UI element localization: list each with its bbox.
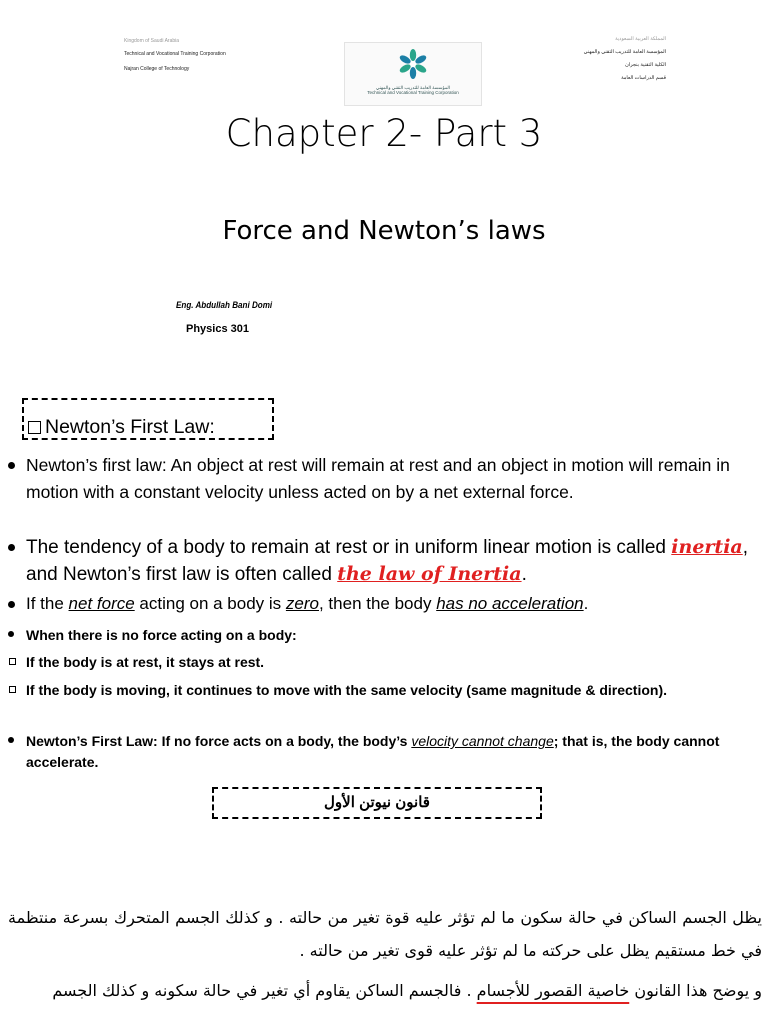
bullet-item: [26, 731, 756, 773]
bullet-text: , and Newton’s first law is often called: [26, 537, 748, 585]
organization-logo: [344, 42, 482, 106]
bullet-item: [26, 592, 756, 616]
header-right-line: الكلية التقنية بنجران: [625, 62, 666, 68]
bullet-item: [26, 452, 756, 506]
header-left-line: Kingdom of Saudi Arabia: [124, 38, 180, 44]
bullet-item: [26, 625, 756, 645]
header-right-line: المملكة العربية السعودية: [615, 36, 666, 42]
header-right: [506, 36, 666, 81]
bullet-text: acting on a body is: [134, 594, 286, 613]
course-name: Physics 301: [186, 323, 249, 335]
logo-text-arabic: المؤسسة العامة للتدريب التقني والمهني: [375, 85, 451, 90]
bullet-dot-icon: [8, 544, 15, 551]
header-left: [124, 38, 226, 72]
arabic-paragraph: [8, 974, 762, 1007]
logo-text-english: Technical and Vocational Training Corporation: [367, 90, 459, 96]
square-bullet-icon: [9, 686, 16, 693]
term-zero: zero: [285, 594, 319, 613]
header-right-line: قسم الدراسات العامة: [621, 75, 666, 81]
bullet-text: ; that is, the body cannot accelerate.: [26, 733, 720, 770]
author-name: Eng. Abdullah Bani Domi: [176, 300, 273, 311]
term-inertia: inertia: [671, 536, 743, 558]
bullet-text: If the: [26, 594, 69, 613]
bullet-text: If no force acts on a body, the body’s: [157, 733, 412, 749]
bullet-text: When there is no force acting on a body:: [26, 627, 297, 643]
arabic-heading: قانون نيوتن الأول: [212, 787, 542, 819]
bullet-text: Newton’s first law: An object at rest will remain at rest and an object in motion will remain in motion with a constant velocity unless acted on by a net external force.: [26, 455, 730, 502]
page-title: Chapter 2- Part 3: [225, 112, 543, 155]
header-left-line: Najran College of Technology: [124, 66, 190, 72]
section-heading: [28, 416, 215, 439]
sub-bullet-item: [26, 652, 756, 672]
header-left-line: Technical and Vocational Training Corporation: [124, 51, 226, 57]
arabic-term: خاصية القصور للأجسام: [476, 981, 630, 1000]
bullet-item: [26, 534, 756, 588]
header-right-line: المؤسسة العامة للتدريب التقني والمهني: [583, 49, 666, 55]
bullet-text: , then the body: [318, 594, 437, 613]
arabic-paragraph: يظل الجسم الساكن في حالة سكون ما لم تؤثر عليه قوة تغير من حالته . و كذلك الجسم المتحرك بسرعة منتظمة في خط مستقيم يظل على حركته ما لم تؤثر عليه قوى تغير من حالته .: [8, 908, 762, 960]
bullet-dot-icon: [8, 631, 14, 637]
arabic-text: و يوضح هذا القانون: [629, 981, 762, 1000]
bullet-text: .: [521, 564, 527, 585]
tvtc-logo-icon: [396, 47, 430, 81]
term-net-force: net force: [68, 594, 135, 613]
page-subtitle: Force and Newton’s laws: [222, 216, 546, 246]
section-heading-text: Newton’s First Law:: [45, 416, 215, 438]
bullet-text: If the body is at rest, it stays at rest.: [26, 654, 265, 670]
term-no-acceleration: has no acceleration: [436, 594, 584, 613]
sub-bullet-item: [26, 680, 756, 701]
bullet-text: .: [583, 594, 589, 613]
bullet-text: If the body is moving, it continues to move with the same velocity (same magnitude & direction).: [26, 682, 667, 698]
bullet-text: The tendency of a body to remain at rest or in uniform linear motion is called: [26, 537, 672, 558]
term-law-of-inertia: the law of Inertia: [337, 563, 522, 585]
bullet-dot-icon: [8, 601, 15, 608]
term-velocity-cannot-change: velocity cannot change: [411, 733, 554, 749]
bullet-label: Newton’s First Law:: [26, 733, 158, 749]
bullet-dot-icon: [8, 462, 15, 469]
arabic-text: . فالجسم الساكن يقاوم أي تغير في حالة سكونه و كذلك الجسم: [52, 981, 477, 1000]
square-bullet-icon: [9, 658, 16, 665]
checkbox-icon: [28, 421, 41, 434]
bullet-dot-icon: [8, 737, 14, 743]
